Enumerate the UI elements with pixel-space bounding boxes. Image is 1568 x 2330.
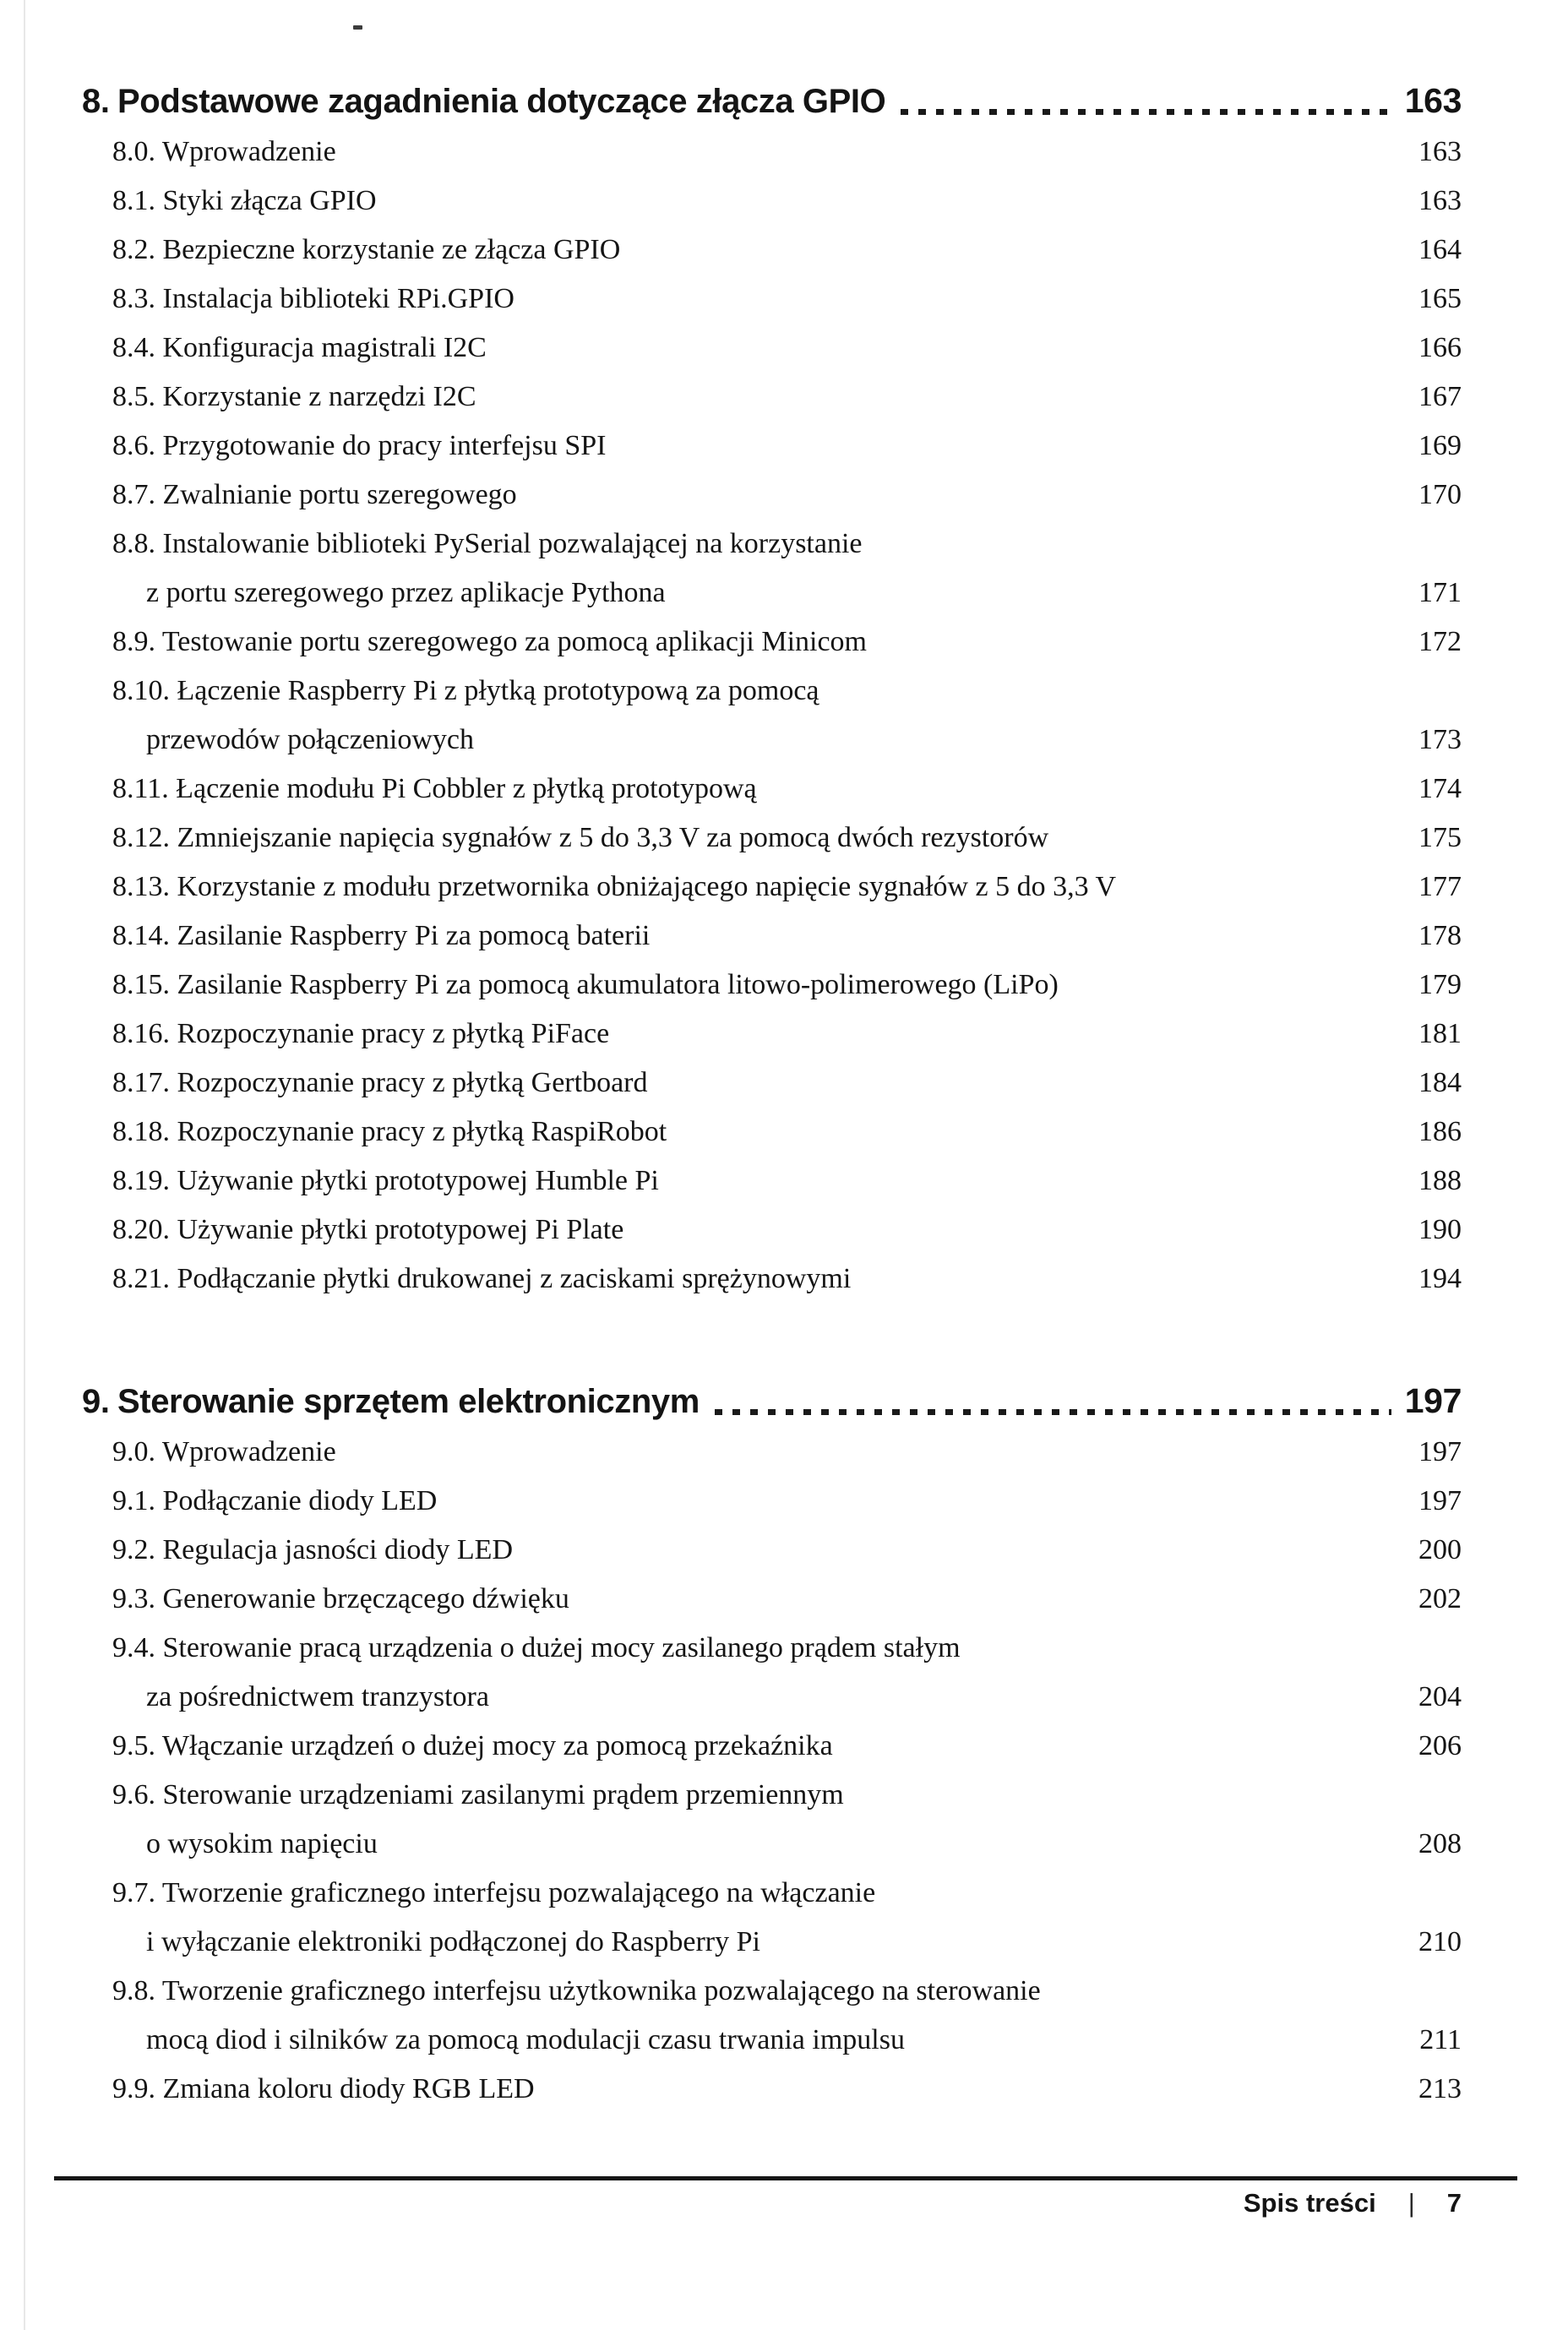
item-text <box>112 765 1360 814</box>
toc-item <box>112 1869 1462 1967</box>
item-line: 8.18. Rozpoczynanie pracy z płytką RaspiRobot <box>112 1116 667 1147</box>
item-text <box>112 863 1360 912</box>
item-text <box>112 814 1360 863</box>
toc <box>82 74 1462 2114</box>
footer-separator: | <box>1407 2188 1415 2218</box>
item-line: 8.13. Korzystanie z modułu przetwornika obniżającego napięcie sygnałów z 5 do 3,3 V <box>112 871 1117 902</box>
item-page-number: 166 <box>1418 332 1462 363</box>
item-page-number: 179 <box>1418 969 1462 1000</box>
chapter-heading <box>82 74 1462 128</box>
toc-item <box>112 1526 1462 1575</box>
footer-label: Spis treści <box>1243 2188 1376 2218</box>
item-line: 9.1. Podłączanie diody LED <box>112 1485 438 1516</box>
item-line: 8.11. Łączenie modułu Pi Cobbler z płytką prototypową <box>112 773 757 804</box>
toc-item <box>112 1722 1462 1771</box>
item-line: 9.3. Generowanie brzęczącego dźwięku <box>112 1583 569 1614</box>
toc-item <box>112 1255 1462 1304</box>
item-text <box>112 1722 1360 1771</box>
item-line: 8.7. Zwalnianie portu szeregowego <box>112 479 517 510</box>
item-page-number: 184 <box>1418 1067 1462 1098</box>
item-page-number: 186 <box>1418 1116 1462 1147</box>
item-page-number: 170 <box>1418 479 1462 510</box>
item-text <box>112 1157 1360 1206</box>
item-line: 8.6. Przygotowanie do pracy interfejsu SPI <box>112 430 607 461</box>
toc-item <box>112 1059 1462 1108</box>
item-text <box>112 667 1360 765</box>
item-page-number: 172 <box>1418 626 1462 657</box>
item-line: 9.0. Wprowadzenie <box>112 1436 336 1467</box>
item-line: 8.5. Korzystanie z narzędzi I2C <box>112 381 476 412</box>
item-page-number: 197 <box>1418 1436 1462 1467</box>
item-line: 8.21. Podłączanie płytki drukowanej z zaciskami sprężynowymi <box>112 1263 852 1294</box>
item-line: 8.3. Instalacja biblioteki RPi.GPIO <box>112 283 514 314</box>
dotted-leader <box>901 109 1391 115</box>
toc-item <box>112 373 1462 422</box>
chapter-section <box>82 1375 1462 2114</box>
item-line: 8.8. Instalowanie biblioteki PySerial pozwalającej na korzystanie <box>112 528 863 559</box>
item-text <box>112 1477 1360 1526</box>
item-page-number: 206 <box>1418 1730 1462 1761</box>
toc-item <box>112 814 1462 863</box>
item-page-number: 175 <box>1418 822 1462 853</box>
item-line: 8.17. Rozpoczynanie pracy z płytką Gertboard <box>112 1067 648 1098</box>
item-text <box>112 1526 1360 1575</box>
footer-rule <box>54 2176 1517 2180</box>
item-page-number: 165 <box>1418 283 1462 314</box>
item-line: 9.7. Tworzenie graficznego interfejsu pozwalającego na włączanie <box>112 1877 876 1908</box>
item-line: i wyłączanie elektroniki podłączonej do Raspberry Pi <box>146 1926 760 1957</box>
item-line: 8.20. Używanie płytki prototypowej Pi Plate <box>112 1214 624 1245</box>
item-line: 8.4. Konfiguracja magistrali I2C <box>112 332 487 363</box>
item-page-number: 200 <box>1418 1534 1462 1565</box>
toc-item <box>112 226 1462 275</box>
item-text <box>112 961 1360 1010</box>
item-page-number: 177 <box>1418 871 1462 902</box>
chapter-title: Sterowanie sprzętem elektronicznym <box>117 1383 700 1420</box>
footer-page-number: 7 <box>1446 2188 1462 2218</box>
item-line: 9.6. Sterowanie urządzeniami zasilanymi prądem przemiennym <box>112 1779 844 1810</box>
item-page-number: 173 <box>1418 724 1462 755</box>
item-page-number: 210 <box>1418 1926 1462 1957</box>
toc-item <box>112 667 1462 765</box>
toc-item <box>112 520 1462 618</box>
toc-item <box>112 765 1462 814</box>
chapter-page-number: 197 <box>1404 1381 1462 1420</box>
toc-item <box>112 1967 1462 2065</box>
item-text <box>112 618 1360 667</box>
item-text <box>112 226 1360 275</box>
toc-item <box>112 2065 1462 2114</box>
item-line: 8.0. Wprowadzenie <box>112 136 336 167</box>
toc-item <box>112 1108 1462 1157</box>
item-text <box>112 1255 1360 1304</box>
item-line: 9.5. Włączanie urządzeń o dużej mocy za pomocą przekaźnika <box>112 1730 833 1761</box>
item-text <box>112 1428 1360 1477</box>
item-line: 9.9. Zmiana koloru diody RGB LED <box>112 2073 535 2104</box>
toc-item <box>112 177 1462 226</box>
item-page-number: 174 <box>1418 773 1462 804</box>
item-line: 8.1. Styki złącza GPIO <box>112 185 377 216</box>
item-text <box>112 373 1360 422</box>
item-page-number: 211 <box>1419 2024 1462 2055</box>
item-text <box>112 1575 1360 1624</box>
item-text <box>112 520 1360 618</box>
item-page-number: 202 <box>1418 1583 1462 1614</box>
chapter-section <box>82 74 1462 1304</box>
item-line: o wysokim napięciu <box>146 1828 378 1859</box>
item-text <box>112 2065 1360 2114</box>
toc-item <box>112 618 1462 667</box>
chapter-page-number: 163 <box>1404 81 1462 120</box>
item-text <box>112 1771 1360 1869</box>
item-text <box>112 422 1360 471</box>
item-text <box>112 177 1360 226</box>
item-line: za pośrednictwem tranzystora <box>146 1681 489 1712</box>
toc-item <box>112 1477 1462 1526</box>
toc-item <box>112 128 1462 177</box>
toc-item <box>112 1428 1462 1477</box>
item-page-number: 163 <box>1418 185 1462 216</box>
item-page-number: 190 <box>1418 1214 1462 1245</box>
item-page-number: 164 <box>1418 234 1462 265</box>
item-page-number: 204 <box>1418 1681 1462 1712</box>
item-page-number: 171 <box>1418 577 1462 608</box>
item-line: 8.12. Zmniejszanie napięcia sygnałów z 5 do 3,3 V za pomocą dwóch rezystorów <box>112 822 1049 853</box>
toc-item <box>112 961 1462 1010</box>
item-page-number: 178 <box>1418 920 1462 951</box>
dotted-leader <box>715 1409 1391 1415</box>
item-line: 8.16. Rozpoczynanie pracy z płytką PiFace <box>112 1018 610 1049</box>
item-line: 9.4. Sterowanie pracą urządzenia o dużej mocy zasilanego prądem stałym <box>112 1632 961 1663</box>
item-line: 8.10. Łączenie Raspberry Pi z płytką prototypową za pomocą <box>112 675 819 706</box>
toc-item <box>112 324 1462 373</box>
toc-item <box>112 471 1462 520</box>
item-page-number: 194 <box>1418 1263 1462 1294</box>
item-text <box>112 324 1360 373</box>
item-line: mocą diod i silników za pomocą modulacji czasu trwania impulsu <box>146 2024 905 2055</box>
toc-item <box>112 1010 1462 1059</box>
item-page-number: 163 <box>1418 136 1462 167</box>
chapter-heading <box>82 1375 1462 1428</box>
chapter-title: Podstawowe zagadnienia dotyczące złącza GPIO <box>117 83 886 120</box>
toc-item <box>112 275 1462 324</box>
toc-item <box>112 1624 1462 1722</box>
item-line: 9.8. Tworzenie graficznego interfejsu użytkownika pozwalającego na sterowanie <box>112 1975 1041 2006</box>
item-page-number: 213 <box>1418 2073 1462 2104</box>
item-line: 8.19. Używanie płytki prototypowej Humble Pi <box>112 1165 659 1196</box>
footer <box>1244 2188 1462 2218</box>
item-text <box>112 912 1360 961</box>
chapter-number: 8. <box>82 83 110 120</box>
toc-item <box>112 1575 1462 1624</box>
item-text <box>112 1869 1360 1967</box>
item-line: 8.14. Zasilanie Raspberry Pi za pomocą baterii <box>112 920 651 951</box>
item-page-number: 181 <box>1418 1018 1462 1049</box>
item-text <box>112 1624 1360 1722</box>
chapter-number: 9. <box>82 1383 110 1420</box>
item-text <box>112 1206 1360 1255</box>
item-text <box>112 1108 1360 1157</box>
item-text <box>112 128 1360 177</box>
item-line: z portu szeregowego przez aplikacje Pythona <box>146 577 666 608</box>
toc-item <box>112 1157 1462 1206</box>
item-text <box>112 275 1360 324</box>
item-line: 8.2. Bezpieczne korzystanie ze złącza GPIO <box>112 234 621 265</box>
toc-item <box>112 863 1462 912</box>
item-text <box>112 1967 1360 2065</box>
item-line: 8.9. Testowanie portu szeregowego za pomocą aplikacji Minicom <box>112 626 867 657</box>
item-page-number: 167 <box>1418 381 1462 412</box>
toc-item <box>112 1206 1462 1255</box>
item-line: 9.2. Regulacja jasności diody LED <box>112 1534 514 1565</box>
item-line: przewodów połączeniowych <box>146 724 475 755</box>
toc-item <box>112 422 1462 471</box>
item-line: 8.15. Zasilanie Raspberry Pi za pomocą akumulatora litowo-polimerowego (LiPo) <box>112 969 1059 1000</box>
item-page-number: 188 <box>1418 1165 1462 1196</box>
item-page-number: 208 <box>1418 1828 1462 1859</box>
item-text <box>112 471 1360 520</box>
item-page-number: 169 <box>1418 430 1462 461</box>
toc-item <box>112 912 1462 961</box>
item-page-number: 197 <box>1418 1485 1462 1516</box>
item-text <box>112 1059 1360 1108</box>
toc-item <box>112 1771 1462 1869</box>
item-text <box>112 1010 1360 1059</box>
